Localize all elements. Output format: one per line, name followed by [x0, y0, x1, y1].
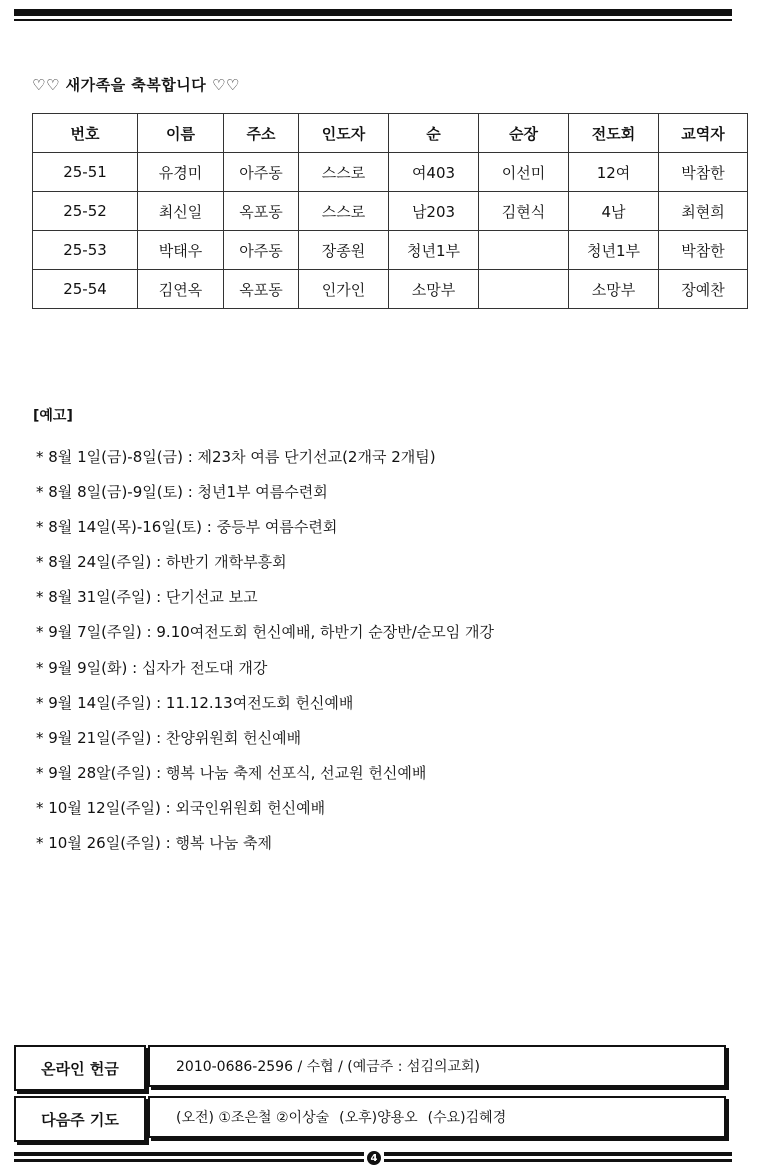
- table-cell: 박참한: [659, 153, 748, 192]
- table-cell: [479, 231, 569, 270]
- list-item: * 8월 8일(금)-9일(토) : 청년1부 여름수련회: [36, 483, 328, 502]
- next-prayer-leaders: [148, 1096, 726, 1138]
- online-offering-label: 온라인 헌금: [14, 1045, 146, 1091]
- list-item: * 8월 31일(주일) : 단기선교 보고: [36, 588, 258, 607]
- list-item: * 9월 7일(주일) : 9.10여전도회 헌신예배, 하반기 순장반/순모임 개강: [36, 623, 494, 642]
- table-cell: 장종원: [299, 231, 389, 270]
- header-minister: 교역자: [659, 114, 748, 153]
- online-offering-account: 2010-0686-2596 / 수협 / (예금주 : 섬김의교회): [148, 1045, 726, 1087]
- table-cell: 박참한: [659, 231, 748, 270]
- table-cell: 장예찬: [659, 270, 748, 309]
- table-row: [33, 270, 748, 309]
- table-cell: 여403: [389, 153, 479, 192]
- list-item: * 10월 26일(주일) : 행복 나눔 축제: [36, 834, 272, 853]
- table-cell: 최현희: [659, 192, 748, 231]
- list-item: * 8월 14일(목)-16일(토) : 중등부 여름수련회: [36, 518, 338, 537]
- top-rule: [14, 9, 732, 21]
- table-cell: 남203: [389, 192, 479, 231]
- table-cell: 스스로: [299, 192, 389, 231]
- bottom-rule: [14, 1150, 732, 1166]
- table-cell: 25-51: [33, 153, 138, 192]
- header-group: 순: [389, 114, 479, 153]
- page-number: [364, 1150, 384, 1166]
- table-cell: 청년1부: [389, 231, 479, 270]
- table-cell: 25-53: [33, 231, 138, 270]
- notice-list: [36, 446, 494, 867]
- new-family-table: [32, 113, 748, 309]
- table-cell: 25-54: [33, 270, 138, 309]
- list-item: * 8월 24일(주일) : 하반기 개학부흥회: [36, 553, 287, 572]
- header-mission-society: 전도회: [569, 114, 659, 153]
- table-header-row: [33, 114, 748, 153]
- table-cell: 12여: [569, 153, 659, 192]
- list-item: * 9월 21일(주일) : 찬양위원회 헌신예배: [36, 728, 302, 747]
- table-cell: 최신일: [138, 192, 224, 231]
- table-cell: 김현식: [479, 192, 569, 231]
- section-title: ♡♡ 새가족을 축복합니다 ♡♡: [32, 76, 240, 94]
- page-number-badge: 4: [367, 1151, 381, 1165]
- list-item: * 9월 9일(화) : 십자가 전도대 개강: [36, 658, 268, 677]
- table-cell: 청년1부: [569, 231, 659, 270]
- prayer-wednesday: (수요)김혜경: [427, 1110, 507, 1126]
- table-row: [33, 153, 748, 192]
- list-item: * 8월 1일(금)-8일(금) : 제23차 여름 단기선교(2개국 2개팀): [36, 448, 436, 466]
- list-item: * 9월 14일(주일) : 11.12.13여전도회 헌신예배: [36, 693, 354, 712]
- prayer-morning: (오전) ①조은철 ②이상술: [176, 1110, 330, 1126]
- table-cell: 소망부: [389, 270, 479, 309]
- table-cell: 아주동: [224, 231, 299, 270]
- table-cell: 스스로: [299, 153, 389, 192]
- table-cell: 25-52: [33, 192, 138, 231]
- table-cell: 4남: [569, 192, 659, 231]
- table-cell: 인가인: [299, 270, 389, 309]
- header-guide: 인도자: [299, 114, 389, 153]
- table-cell: 박태우: [138, 231, 224, 270]
- header-number: 번호: [33, 114, 138, 153]
- table-cell: 김연옥: [138, 270, 224, 309]
- header-group-leader: 순장: [479, 114, 569, 153]
- header-name: 이름: [138, 114, 224, 153]
- table-cell: 이선미: [479, 153, 569, 192]
- table-cell: 소망부: [569, 270, 659, 309]
- next-prayer-label: 다음주 기도: [14, 1096, 146, 1142]
- table-cell: [479, 270, 569, 309]
- table-row: [33, 231, 748, 270]
- list-item: * 10월 12일(주일) : 외국인위원회 헌신예배: [36, 798, 326, 817]
- list-item: * 9월 28알(주일) : 행복 나눔 축제 선포식, 선교원 헌신예배: [36, 763, 427, 782]
- header-address: 주소: [224, 114, 299, 153]
- table-cell: 옥포동: [224, 270, 299, 309]
- online-offering-row: [14, 1045, 732, 1091]
- prayer-afternoon: (오후)양용오: [339, 1110, 418, 1126]
- table-row: [33, 192, 748, 231]
- next-prayer-row: [14, 1096, 732, 1142]
- table-cell: 유경미: [138, 153, 224, 192]
- table-cell: 옥포동: [224, 192, 299, 231]
- notice-title: [예고]: [33, 408, 73, 424]
- table-cell: 아주동: [224, 153, 299, 192]
